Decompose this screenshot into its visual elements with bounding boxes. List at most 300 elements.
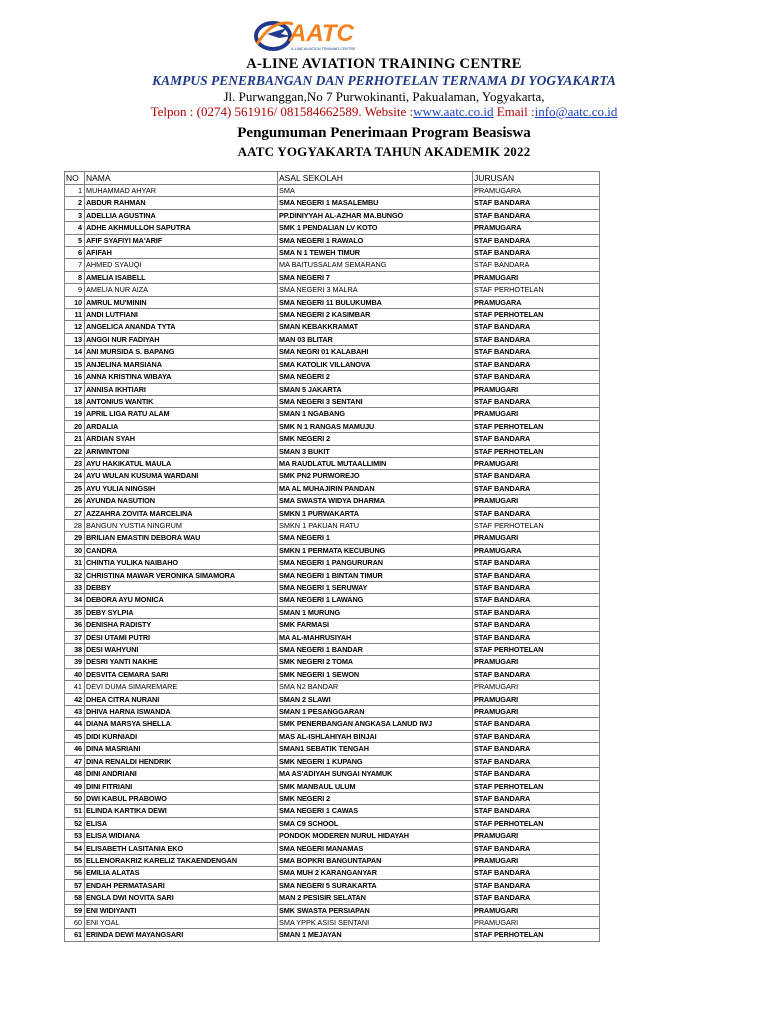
- table-row: [65, 259, 600, 271]
- cell-no: 52: [65, 817, 85, 829]
- cell-asal-sekolah: SMA NEGERI 1 BANDAR: [278, 644, 473, 656]
- cell-asal-sekolah: SMK PN2 PURWOREJO: [278, 470, 473, 482]
- cell-nama: ARIWINTONI: [85, 445, 278, 457]
- table-row: [65, 185, 600, 197]
- cell-asal-sekolah: SMA MUH 2 KARANGANYAR: [278, 867, 473, 879]
- cell-jurusan: STAF BANDARA: [473, 594, 600, 606]
- cell-asal-sekolah: SMKN 1 PURWAKARTA: [278, 507, 473, 519]
- table-row: [65, 656, 600, 668]
- table-row: [65, 433, 600, 445]
- cell-nama: DINI ANDRIANI: [85, 768, 278, 780]
- cell-asal-sekolah: SMAN 1 MURUNG: [278, 606, 473, 618]
- cell-nama: ADHE AKHMULLOH SAPUTRA: [85, 222, 278, 234]
- cell-jurusan: PRAMUGARI: [473, 681, 600, 693]
- cell-jurusan: PRAMUGARI: [473, 271, 600, 283]
- cell-jurusan: STAF BANDARA: [473, 247, 600, 259]
- table-row: [65, 482, 600, 494]
- cell-no: 8: [65, 271, 85, 283]
- contact-phone: Telpon : (0274) 561916/ 081584662589.: [150, 104, 362, 119]
- cell-asal-sekolah: SMK NEGERI 2: [278, 792, 473, 804]
- cell-no: 7: [65, 259, 85, 271]
- cell-nama: ELISABETH LASITANIA EKO: [85, 842, 278, 854]
- cell-no: 20: [65, 420, 85, 432]
- cell-no: 57: [65, 879, 85, 891]
- cell-jurusan: STAF BANDARA: [473, 569, 600, 581]
- cell-asal-sekolah: SMK SWASTA PERSIAPAN: [278, 904, 473, 916]
- cell-nama: DESI WAHYUNI: [85, 644, 278, 656]
- table-row: [65, 879, 600, 891]
- cell-jurusan: STAF BANDARA: [473, 668, 600, 680]
- table-row: [65, 544, 600, 556]
- cell-no: 35: [65, 606, 85, 618]
- cell-asal-sekolah: SMA NEGERI 1 LAWANG: [278, 594, 473, 606]
- table-row: [65, 569, 600, 581]
- cell-nama: ANGGI NUR FADIYAH: [85, 333, 278, 345]
- table-row: [65, 408, 600, 420]
- cell-jurusan: PRAMUGARI: [473, 383, 600, 395]
- cell-asal-sekolah: SMA N 1 TEWEH TIMUR: [278, 247, 473, 259]
- cell-no: 56: [65, 867, 85, 879]
- cell-no: 15: [65, 358, 85, 370]
- cell-no: 54: [65, 842, 85, 854]
- cell-jurusan: STAF PERHOTELAN: [473, 929, 600, 941]
- table-row: [65, 346, 600, 358]
- cell-no: 40: [65, 668, 85, 680]
- cell-jurusan: PRAMUGARI: [473, 904, 600, 916]
- cell-no: 17: [65, 383, 85, 395]
- cell-asal-sekolah: MAN 03 BLITAR: [278, 333, 473, 345]
- cell-nama: BANGUN YUSTIA NINGRUM: [85, 519, 278, 531]
- table-row: [65, 222, 600, 234]
- column-header-asal-sekolah: ASAL SEKOLAH: [278, 172, 473, 185]
- cell-jurusan: STAF BANDARA: [473, 470, 600, 482]
- cell-asal-sekolah: MA RAUDLATUL MUTAALLIMIN: [278, 457, 473, 469]
- table-row: [65, 470, 600, 482]
- cell-nama: DESRI YANTI NAKHE: [85, 656, 278, 668]
- cell-nama: AFIFAH: [85, 247, 278, 259]
- cell-asal-sekolah: SMA C9 SCHOOL: [278, 817, 473, 829]
- cell-nama: DINA RENALDI HENDRIK: [85, 755, 278, 767]
- cell-asal-sekolah: SMA YPPK ASISI SENTANI: [278, 916, 473, 928]
- cell-nama: DENISHA RADISTY: [85, 619, 278, 631]
- table-row: [65, 371, 600, 383]
- table-header-row: [65, 172, 600, 185]
- cell-jurusan: STAF BANDARA: [473, 842, 600, 854]
- table-body: [65, 185, 600, 942]
- cell-jurusan: PRAMUGARA: [473, 544, 600, 556]
- table-row: [65, 296, 600, 308]
- table-row: [65, 271, 600, 283]
- address: Jl. Purwanggan,No 7 Purwokinanti, Pakualaman, Yogyakarta,: [223, 89, 545, 104]
- table-row: [65, 209, 600, 221]
- table-row: [65, 854, 600, 866]
- cell-nama: ANGELICA ANANDA TYTA: [85, 321, 278, 333]
- announcement-subtitle: AATC YOGYAKARTA TAHUN AKADEMIK 2022: [237, 144, 531, 159]
- cell-jurusan: STAF BANDARA: [473, 892, 600, 904]
- cell-no: 11: [65, 309, 85, 321]
- cell-no: 33: [65, 582, 85, 594]
- table-row: [65, 743, 600, 755]
- cell-asal-sekolah: SMKN 1 PAKUAN RATU: [278, 519, 473, 531]
- cell-no: 43: [65, 706, 85, 718]
- website-link[interactable]: www.aatc.co.id: [413, 104, 494, 119]
- table-row: [65, 234, 600, 246]
- cell-asal-sekolah: SMK NEGERI 1 KUPANG: [278, 755, 473, 767]
- cell-no: 32: [65, 569, 85, 581]
- cell-nama: DEBY SYLPIA: [85, 606, 278, 618]
- cell-no: 31: [65, 557, 85, 569]
- cell-jurusan: STAF BANDARA: [473, 507, 600, 519]
- cell-no: 53: [65, 830, 85, 842]
- cell-asal-sekolah: SMAN 5 JAKARTA: [278, 383, 473, 395]
- table-row: [65, 805, 600, 817]
- cell-no: 60: [65, 916, 85, 928]
- cell-jurusan: STAF BANDARA: [473, 197, 600, 209]
- cell-asal-sekolah: SMA: [278, 185, 473, 197]
- table-row: [65, 395, 600, 407]
- cell-asal-sekolah: SMA SWASTA WIDYA DHARMA: [278, 495, 473, 507]
- cell-nama: ANTONIUS WANTIK: [85, 395, 278, 407]
- cell-asal-sekolah: MAS AL-ISHLAHIYAH BINJAI: [278, 730, 473, 742]
- cell-jurusan: STAF BANDARA: [473, 582, 600, 594]
- logo-wordmark: AATC: [289, 20, 354, 47]
- cell-no: 19: [65, 408, 85, 420]
- cell-jurusan: STAF BANDARA: [473, 433, 600, 445]
- cell-no: 49: [65, 780, 85, 792]
- cell-jurusan: STAF BANDARA: [473, 743, 600, 755]
- cell-nama: ARDALIA: [85, 420, 278, 432]
- cell-asal-sekolah: SMK PENERBANGAN ANGKASA LANUD IWJ: [278, 718, 473, 730]
- cell-no: 27: [65, 507, 85, 519]
- cell-nama: CHRISTINA MAWAR VERONIKA SIMAMORA: [85, 569, 278, 581]
- cell-nama: DWI KABUL PRABOWO: [85, 792, 278, 804]
- org-name: A-LINE AVIATION TRAINING CENTRE: [246, 56, 522, 72]
- table-row: [65, 619, 600, 631]
- cell-jurusan: STAF PERHOTELAN: [473, 284, 600, 296]
- cell-jurusan: PRAMUGARI: [473, 408, 600, 420]
- cell-nama: DESI UTAMI PUTRI: [85, 631, 278, 643]
- announcement-title: Pengumuman Penerimaan Program Beasiswa: [237, 125, 531, 141]
- cell-nama: DINI FITRIANI: [85, 780, 278, 792]
- table-row: [65, 867, 600, 879]
- cell-jurusan: PRAMUGARI: [473, 457, 600, 469]
- cell-asal-sekolah: SMA NEGERI 3 SENTANI: [278, 395, 473, 407]
- cell-asal-sekolah: SMA NEGRI 01 KALABAHI: [278, 346, 473, 358]
- cell-jurusan: PRAMUGARI: [473, 693, 600, 705]
- cell-jurusan: STAF BANDARA: [473, 321, 600, 333]
- cell-asal-sekolah: SMAN 1 NGABANG: [278, 408, 473, 420]
- cell-asal-sekolah: SMK NEGERI 2: [278, 433, 473, 445]
- cell-nama: DEBBY: [85, 582, 278, 594]
- cell-nama: DIANA MARSYA SHELLA: [85, 718, 278, 730]
- cell-no: 29: [65, 532, 85, 544]
- cell-nama: AMRUL MU'MININ: [85, 296, 278, 308]
- cell-nama: ABDUR RAHMAN: [85, 197, 278, 209]
- cell-asal-sekolah: SMA NEGERI 1 SERUWAY: [278, 582, 473, 594]
- cell-nama: DEBORA AYU MONICA: [85, 594, 278, 606]
- cell-asal-sekolah: SMAN KEBAKKRAMAT: [278, 321, 473, 333]
- cell-nama: AZZAHRA ZOVITA MARCELINA: [85, 507, 278, 519]
- table-row: [65, 420, 600, 432]
- table-row: [65, 284, 600, 296]
- cell-jurusan: PRAMUGARI: [473, 854, 600, 866]
- cell-nama: ANJELINA MARSIANA: [85, 358, 278, 370]
- table-row: [65, 780, 600, 792]
- contact-email-label: Email :: [496, 104, 535, 119]
- cell-jurusan: STAF BANDARA: [473, 333, 600, 345]
- table-row: [65, 358, 600, 370]
- cell-no: 5: [65, 234, 85, 246]
- cell-asal-sekolah: SMA NEGERI 5 SURAKARTA: [278, 879, 473, 891]
- cell-nama: BRILIAN EMASTIN DEBORA WAU: [85, 532, 278, 544]
- cell-nama: ADELLIA AGUSTINA: [85, 209, 278, 221]
- table-row: [65, 333, 600, 345]
- cell-jurusan: PRAMUGARI: [473, 656, 600, 668]
- cell-asal-sekolah: SMK MANBAUL ULUM: [278, 780, 473, 792]
- cell-nama: APRIL LIGA RATU ALAM: [85, 408, 278, 420]
- table-row: [65, 842, 600, 854]
- cell-asal-sekolah: SMK FARMASI: [278, 619, 473, 631]
- table-row: [65, 817, 600, 829]
- cell-asal-sekolah: MAN 2 PESISIR SELATAN: [278, 892, 473, 904]
- cell-no: 18: [65, 395, 85, 407]
- cell-asal-sekolah: SMA NEGERI 11 BULUKUMBA: [278, 296, 473, 308]
- table-row: [65, 668, 600, 680]
- cell-jurusan: PRAMUGARI: [473, 916, 600, 928]
- cell-no: 51: [65, 805, 85, 817]
- table-row: [65, 495, 600, 507]
- cell-nama: ENDAH PERMATASARI: [85, 879, 278, 891]
- cell-jurusan: STAF BANDARA: [473, 259, 600, 271]
- table-row: [65, 557, 600, 569]
- cell-asal-sekolah: SMA NEGERI 2: [278, 371, 473, 383]
- cell-nama: ENI WIDIYANTI: [85, 904, 278, 916]
- cell-asal-sekolah: SMK N 1 RANGAS MAMUJU: [278, 420, 473, 432]
- cell-no: 38: [65, 644, 85, 656]
- cell-asal-sekolah: PONDOK MODEREN NURUL HIDAYAH: [278, 830, 473, 842]
- cell-asal-sekolah: PP.DINIYYAH AL-AZHAR MA.BUNGO: [278, 209, 473, 221]
- cell-jurusan: STAF BANDARA: [473, 805, 600, 817]
- cell-jurusan: STAF BANDARA: [473, 346, 600, 358]
- cell-asal-sekolah: SMA NEGERI MANAMAS: [278, 842, 473, 854]
- table-row: [65, 792, 600, 804]
- cell-nama: AYU WULAN KUSUMA WARDANI: [85, 470, 278, 482]
- cell-jurusan: PRAMUGARA: [473, 185, 600, 197]
- cell-no: 25: [65, 482, 85, 494]
- cell-no: 10: [65, 296, 85, 308]
- cell-nama: DHIVA HARNA ISWANDA: [85, 706, 278, 718]
- cell-no: 47: [65, 755, 85, 767]
- tagline: KAMPUS PENERBANGAN DAN PERHOTELAN TERNAMA DI YOGYAKARTA: [152, 73, 616, 88]
- cell-asal-sekolah: SMAN 1 PESANGGARAN: [278, 706, 473, 718]
- cell-asal-sekolah: SMAN 3 BUKIT: [278, 445, 473, 457]
- cell-jurusan: STAF PERHOTELAN: [473, 445, 600, 457]
- cell-asal-sekolah: SMAN 2 SLAWI: [278, 693, 473, 705]
- cell-jurusan: PRAMUGARI: [473, 495, 600, 507]
- table-row: [65, 519, 600, 531]
- cell-nama: ANNA KRISTINA WIBAYA: [85, 371, 278, 383]
- cell-no: 16: [65, 371, 85, 383]
- cell-no: 14: [65, 346, 85, 358]
- scholarship-table: [64, 171, 600, 942]
- cell-no: 3: [65, 209, 85, 221]
- table-row: [65, 681, 600, 693]
- cell-jurusan: STAF BANDARA: [473, 768, 600, 780]
- cell-jurusan: PRAMUGARI: [473, 532, 600, 544]
- cell-nama: CHINTIA YULIKA NAIBAHO: [85, 557, 278, 569]
- table-row: [65, 247, 600, 259]
- cell-jurusan: STAF BANDARA: [473, 606, 600, 618]
- cell-jurusan: STAF PERHOTELAN: [473, 420, 600, 432]
- cell-asal-sekolah: SMA NEGERI 2 KASIMBAR: [278, 309, 473, 321]
- column-header-jurusan: JURUSAN: [473, 172, 600, 185]
- cell-no: 59: [65, 904, 85, 916]
- table-row: [65, 507, 600, 519]
- cell-no: 22: [65, 445, 85, 457]
- table-row: [65, 594, 600, 606]
- cell-jurusan: STAF BANDARA: [473, 730, 600, 742]
- cell-no: 2: [65, 197, 85, 209]
- cell-no: 12: [65, 321, 85, 333]
- cell-jurusan: STAF BANDARA: [473, 755, 600, 767]
- column-header-nama: NAMA: [85, 172, 278, 185]
- table-row: [65, 706, 600, 718]
- cell-no: 48: [65, 768, 85, 780]
- table-row: [65, 321, 600, 333]
- table-row: [65, 606, 600, 618]
- cell-asal-sekolah: SMA NEGERI 3 MALRA: [278, 284, 473, 296]
- table-row: [65, 830, 600, 842]
- cell-no: 34: [65, 594, 85, 606]
- cell-asal-sekolah: MA AL MUHAJIRIN PANDAN: [278, 482, 473, 494]
- cell-jurusan: STAF BANDARA: [473, 209, 600, 221]
- cell-jurusan: PRAMUGARI: [473, 706, 600, 718]
- cell-nama: ERINDA DEWI MAYANGSARI: [85, 929, 278, 941]
- cell-jurusan: STAF BANDARA: [473, 395, 600, 407]
- cell-nama: DIDI KURNIADI: [85, 730, 278, 742]
- table-row: [65, 693, 600, 705]
- cell-asal-sekolah: SMK 1 PENDALIAN LV KOTO: [278, 222, 473, 234]
- table-row: [65, 892, 600, 904]
- cell-jurusan: STAF BANDARA: [473, 619, 600, 631]
- cell-nama: EMILIA ALATAS: [85, 867, 278, 879]
- cell-no: 13: [65, 333, 85, 345]
- cell-no: 42: [65, 693, 85, 705]
- cell-jurusan: STAF BANDARA: [473, 718, 600, 730]
- cell-asal-sekolah: SMA NEGERI 1 MASALEMBU: [278, 197, 473, 209]
- cell-jurusan: STAF BANDARA: [473, 557, 600, 569]
- table-row: [65, 631, 600, 643]
- cell-jurusan: STAF PERHOTELAN: [473, 309, 600, 321]
- cell-asal-sekolah: SMKN 1 PERMATA KECUBUNG: [278, 544, 473, 556]
- cell-asal-sekolah: SMK NEGERI 2 TOMA: [278, 656, 473, 668]
- cell-asal-sekolah: MA AL-MAHRUSIYAH: [278, 631, 473, 643]
- cell-nama: ARDIAN SYAH: [85, 433, 278, 445]
- email-link[interactable]: info@aatc.co.id: [534, 104, 618, 119]
- cell-nama: ENGLA DWI NOVITA SARI: [85, 892, 278, 904]
- cell-no: 61: [65, 929, 85, 941]
- column-header-no: NO: [65, 172, 85, 185]
- cell-nama: CANDRA: [85, 544, 278, 556]
- cell-nama: ANI MURSIDA S. BAPANG: [85, 346, 278, 358]
- cell-jurusan: STAF BANDARA: [473, 631, 600, 643]
- cell-nama: DHEA CITRA NURANI: [85, 693, 278, 705]
- cell-asal-sekolah: SMA NEGERI 1 BINTAN TIMUR: [278, 569, 473, 581]
- table-row: [65, 309, 600, 321]
- cell-nama: DINA MASRIANI: [85, 743, 278, 755]
- cell-no: 55: [65, 854, 85, 866]
- cell-jurusan: STAF PERHOTELAN: [473, 644, 600, 656]
- cell-nama: ELISA: [85, 817, 278, 829]
- cell-nama: ELLENORAKRIZ KARELIZ TAKAENDENGAN: [85, 854, 278, 866]
- cell-no: 24: [65, 470, 85, 482]
- cell-jurusan: STAF PERHOTELAN: [473, 780, 600, 792]
- cell-nama: ANDI LUTFIANI: [85, 309, 278, 321]
- cell-nama: MUHAMMAD AHYAR: [85, 185, 278, 197]
- cell-asal-sekolah: SMAN1 SEBATIK TENGAH: [278, 743, 473, 755]
- cell-no: 37: [65, 631, 85, 643]
- cell-asal-sekolah: SMA NEGERI 7: [278, 271, 473, 283]
- table-row: [65, 457, 600, 469]
- cell-asal-sekolah: SMA BOPKRI BANGUNTAPAN: [278, 854, 473, 866]
- cell-no: 26: [65, 495, 85, 507]
- cell-asal-sekolah: SMA KATOLIK VILLANOVA: [278, 358, 473, 370]
- table-row: [65, 197, 600, 209]
- cell-nama: ENI YOAL: [85, 916, 278, 928]
- cell-no: 39: [65, 656, 85, 668]
- table-row: [65, 904, 600, 916]
- cell-nama: ANNISA IKHTIARI: [85, 383, 278, 395]
- cell-asal-sekolah: SMAN 1 MEJAYAN: [278, 929, 473, 941]
- table-row: [65, 755, 600, 767]
- cell-no: 30: [65, 544, 85, 556]
- cell-no: 50: [65, 792, 85, 804]
- cell-nama: AHMED SYAUQI: [85, 259, 278, 271]
- cell-no: 28: [65, 519, 85, 531]
- table-row: [65, 718, 600, 730]
- cell-asal-sekolah: MA AS'ADIYAH SUNGAI NYAMUK: [278, 768, 473, 780]
- table-row: [65, 532, 600, 544]
- cell-no: 6: [65, 247, 85, 259]
- plane-swoosh-icon: [256, 23, 293, 49]
- table-row: [65, 916, 600, 928]
- cell-jurusan: PRAMUGARA: [473, 296, 600, 308]
- cell-nama: ELISA WIDIANA: [85, 830, 278, 842]
- cell-jurusan: STAF BANDARA: [473, 371, 600, 383]
- cell-asal-sekolah: SMA NEGERI 1: [278, 532, 473, 544]
- table-row: [65, 768, 600, 780]
- cell-no: 21: [65, 433, 85, 445]
- aatc-logo: [253, 14, 375, 56]
- cell-no: 4: [65, 222, 85, 234]
- cell-nama: AYU YULIA NINGSIH: [85, 482, 278, 494]
- cell-jurusan: PRAMUGARA: [473, 222, 600, 234]
- cell-asal-sekolah: SMA NEGERI 1 CAWAS: [278, 805, 473, 817]
- cell-nama: AYUNDA NASUTION: [85, 495, 278, 507]
- cell-no: 58: [65, 892, 85, 904]
- cell-no: 9: [65, 284, 85, 296]
- table-row: [65, 383, 600, 395]
- cell-nama: AFIF SYAFIYI MA'ARIF: [85, 234, 278, 246]
- cell-jurusan: STAF PERHOTELAN: [473, 519, 600, 531]
- cell-nama: DEVI DUMA SIMAREMARE: [85, 681, 278, 693]
- cell-no: 1: [65, 185, 85, 197]
- cell-jurusan: PRAMUGARI: [473, 830, 600, 842]
- cell-no: 41: [65, 681, 85, 693]
- cell-nama: AMELIA NUR AIZA: [85, 284, 278, 296]
- cell-no: 23: [65, 457, 85, 469]
- logo-subtext: A-LINE AVIATION TRAINING CENTRE: [291, 47, 356, 51]
